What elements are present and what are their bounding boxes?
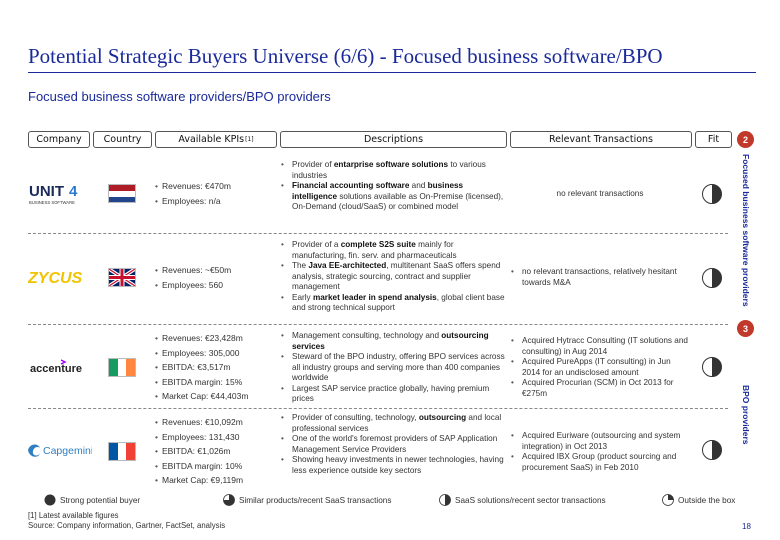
header-kpis-label: Available KPIs xyxy=(178,134,245,145)
header-kpis xyxy=(155,131,277,148)
kpi-item: • Revenues: €10,092m xyxy=(155,415,243,430)
kpi-item: • Employees: n/a xyxy=(155,194,231,209)
transaction-item: • Acquired Procurian (SCM) in Oct 2013 for €275m xyxy=(510,378,690,399)
legend-outside-box: Outside the box xyxy=(662,494,735,506)
row-divider xyxy=(28,408,728,409)
page-title: Potential Strategic Buyers Universe (6/6) - Focused business software/BPO xyxy=(28,44,663,68)
description-item: • Provider of consulting, technology, outsourcing and local professional services xyxy=(280,413,505,434)
fit-half-circle-icon xyxy=(701,439,723,466)
description-item: • Provider of entarprise software solutions to various industries xyxy=(280,160,505,181)
zycus-logo xyxy=(28,268,94,291)
page-number: 18 xyxy=(742,522,751,531)
header-country: Country xyxy=(93,131,152,148)
section-badge-3: 3 xyxy=(737,320,754,337)
fit-half-circle-icon xyxy=(701,356,723,383)
three-quarter-circle-icon xyxy=(223,494,235,506)
footnote-latest: [1] Latest available figures xyxy=(28,511,119,520)
description-item: • One of the world's foremost providers of SAP Application Management Service Providers xyxy=(280,434,505,455)
kpi-item: • Market Cap: €9,119m xyxy=(155,473,243,488)
kpi-item: • EBITDA margin: 10% xyxy=(155,459,243,474)
footnote-source: Source: Company information, Gartner, FactSet, analysis xyxy=(28,520,226,530)
description-item: • Early market leader in spend analysis, global client base and strong technical support xyxy=(280,293,505,314)
transaction-item: • Acquired Euriware (outsourcing and system integration) in Oct 2013 xyxy=(510,431,690,452)
netherlands-flag-icon xyxy=(108,184,136,203)
description-item: • Largest SAP service practice globally, having premium prices xyxy=(280,384,505,405)
legend-saas-solutions: SaaS solutions/recent sector transactions xyxy=(439,494,606,506)
transaction-item: • Acquired PureApps (IT consulting) in Jun 2014 for an undisclosed amount xyxy=(510,357,690,378)
description-item: • Showing heavy investments in newer technologies, having less experience outside key sectors xyxy=(280,455,505,476)
description-item: • The Java EE-architected, multitenant SaaS offers spend analysis, strategic sourcing, contract and supplier management xyxy=(280,261,505,293)
header-kpis-footnote: [1] xyxy=(245,136,254,143)
transaction-list xyxy=(510,189,690,200)
row-divider xyxy=(28,324,728,325)
header-fit: Fit xyxy=(695,131,732,148)
kpi-item: • EBITDA: €3,517m xyxy=(155,360,248,375)
kpi-list xyxy=(155,415,243,488)
description-list xyxy=(280,240,505,314)
header-transactions: Relevant Transactions xyxy=(510,131,692,148)
section-label-software: Focused business software providers xyxy=(741,153,751,307)
kpi-item: • Revenues: €470m xyxy=(155,179,231,194)
fit-half-circle-icon xyxy=(701,183,723,210)
description-item: • Management consulting, technology and outsourcing services xyxy=(280,331,505,352)
description-item: • Financial accounting software and business intelligence solutions available as On-Premise (licensed), On-Demand (cloud/SaaS) or combined model xyxy=(280,181,505,213)
svg-text:Capgemini: Capgemini xyxy=(43,445,92,457)
fit-half-circle-icon xyxy=(701,267,723,294)
transaction-list xyxy=(510,267,690,288)
transaction-item: no relevant transactions xyxy=(556,189,644,198)
full-circle-icon xyxy=(44,494,56,506)
description-item: • Steward of the BPO industry, offering BPO services across all industry groups and serving more than 400 companies worldwide xyxy=(280,352,505,384)
description-item: • Provider of a complete S2S suite mainly for manufacturing, fin. serv. and pharmaceuticals xyxy=(280,240,505,261)
legend-similar-products: Similar products/recent SaaS transactions xyxy=(223,494,391,506)
france-flag-icon xyxy=(108,442,136,461)
transaction-list xyxy=(510,336,690,399)
description-list xyxy=(280,160,505,213)
description-list xyxy=(280,331,505,405)
description-list xyxy=(280,413,505,476)
accenture-logo xyxy=(30,358,86,379)
quarter-circle-icon xyxy=(662,494,674,506)
kpi-list xyxy=(155,331,248,404)
section-badge-2: 2 xyxy=(737,131,754,148)
transaction-item: • no relevant transactions, relatively hesitant towards M&A xyxy=(510,267,690,288)
section-label-bpo: BPO providers xyxy=(741,385,751,445)
header-descriptions: Descriptions xyxy=(280,131,507,148)
unit4-logo xyxy=(29,182,87,211)
transaction-item: • Acquired IBX Group (product sourcing and procurement SaaS) in Feb 2010 xyxy=(510,452,690,473)
page-subtitle: Focused business software providers/BPO providers xyxy=(28,89,331,104)
half-circle-icon xyxy=(439,494,451,506)
footnote xyxy=(28,511,225,530)
kpi-list xyxy=(155,179,231,208)
kpi-item: • EBITDA margin: 15% xyxy=(155,375,248,390)
header-company: Company xyxy=(28,131,90,148)
svg-text:BUSINESS SOFTWARE: BUSINESS SOFTWARE xyxy=(29,200,75,205)
title-divider xyxy=(28,72,756,73)
svg-text:ZYCUS: ZYCUS xyxy=(28,270,83,286)
kpi-item: • Market Cap: €44,403m xyxy=(155,389,248,404)
transaction-item: • Acquired Hytracc Consulting (IT solutions and consulting) in Aug 2014 xyxy=(510,336,690,357)
kpi-item: • Employees: 560 xyxy=(155,278,231,293)
svg-text:4: 4 xyxy=(69,183,78,200)
svg-text:UNIT: UNIT xyxy=(29,183,64,200)
kpi-item: • Revenues: ~€50m xyxy=(155,263,231,278)
capgemini-logo xyxy=(26,440,92,465)
kpi-item: • EBITDA: €1,026m xyxy=(155,444,243,459)
row-divider xyxy=(28,233,728,234)
svg-text:accenture: accenture xyxy=(30,363,82,374)
kpi-item: • Employees: 305,000 xyxy=(155,346,248,361)
uk-flag-icon xyxy=(108,268,136,287)
transaction-list xyxy=(510,431,690,473)
kpi-item: • Revenues: €23,428m xyxy=(155,331,248,346)
kpi-item: • Employees: 131,430 xyxy=(155,430,243,445)
ireland-flag-icon xyxy=(108,358,136,377)
legend-strong-buyer: Strong potential buyer xyxy=(44,494,140,506)
kpi-list xyxy=(155,263,231,292)
